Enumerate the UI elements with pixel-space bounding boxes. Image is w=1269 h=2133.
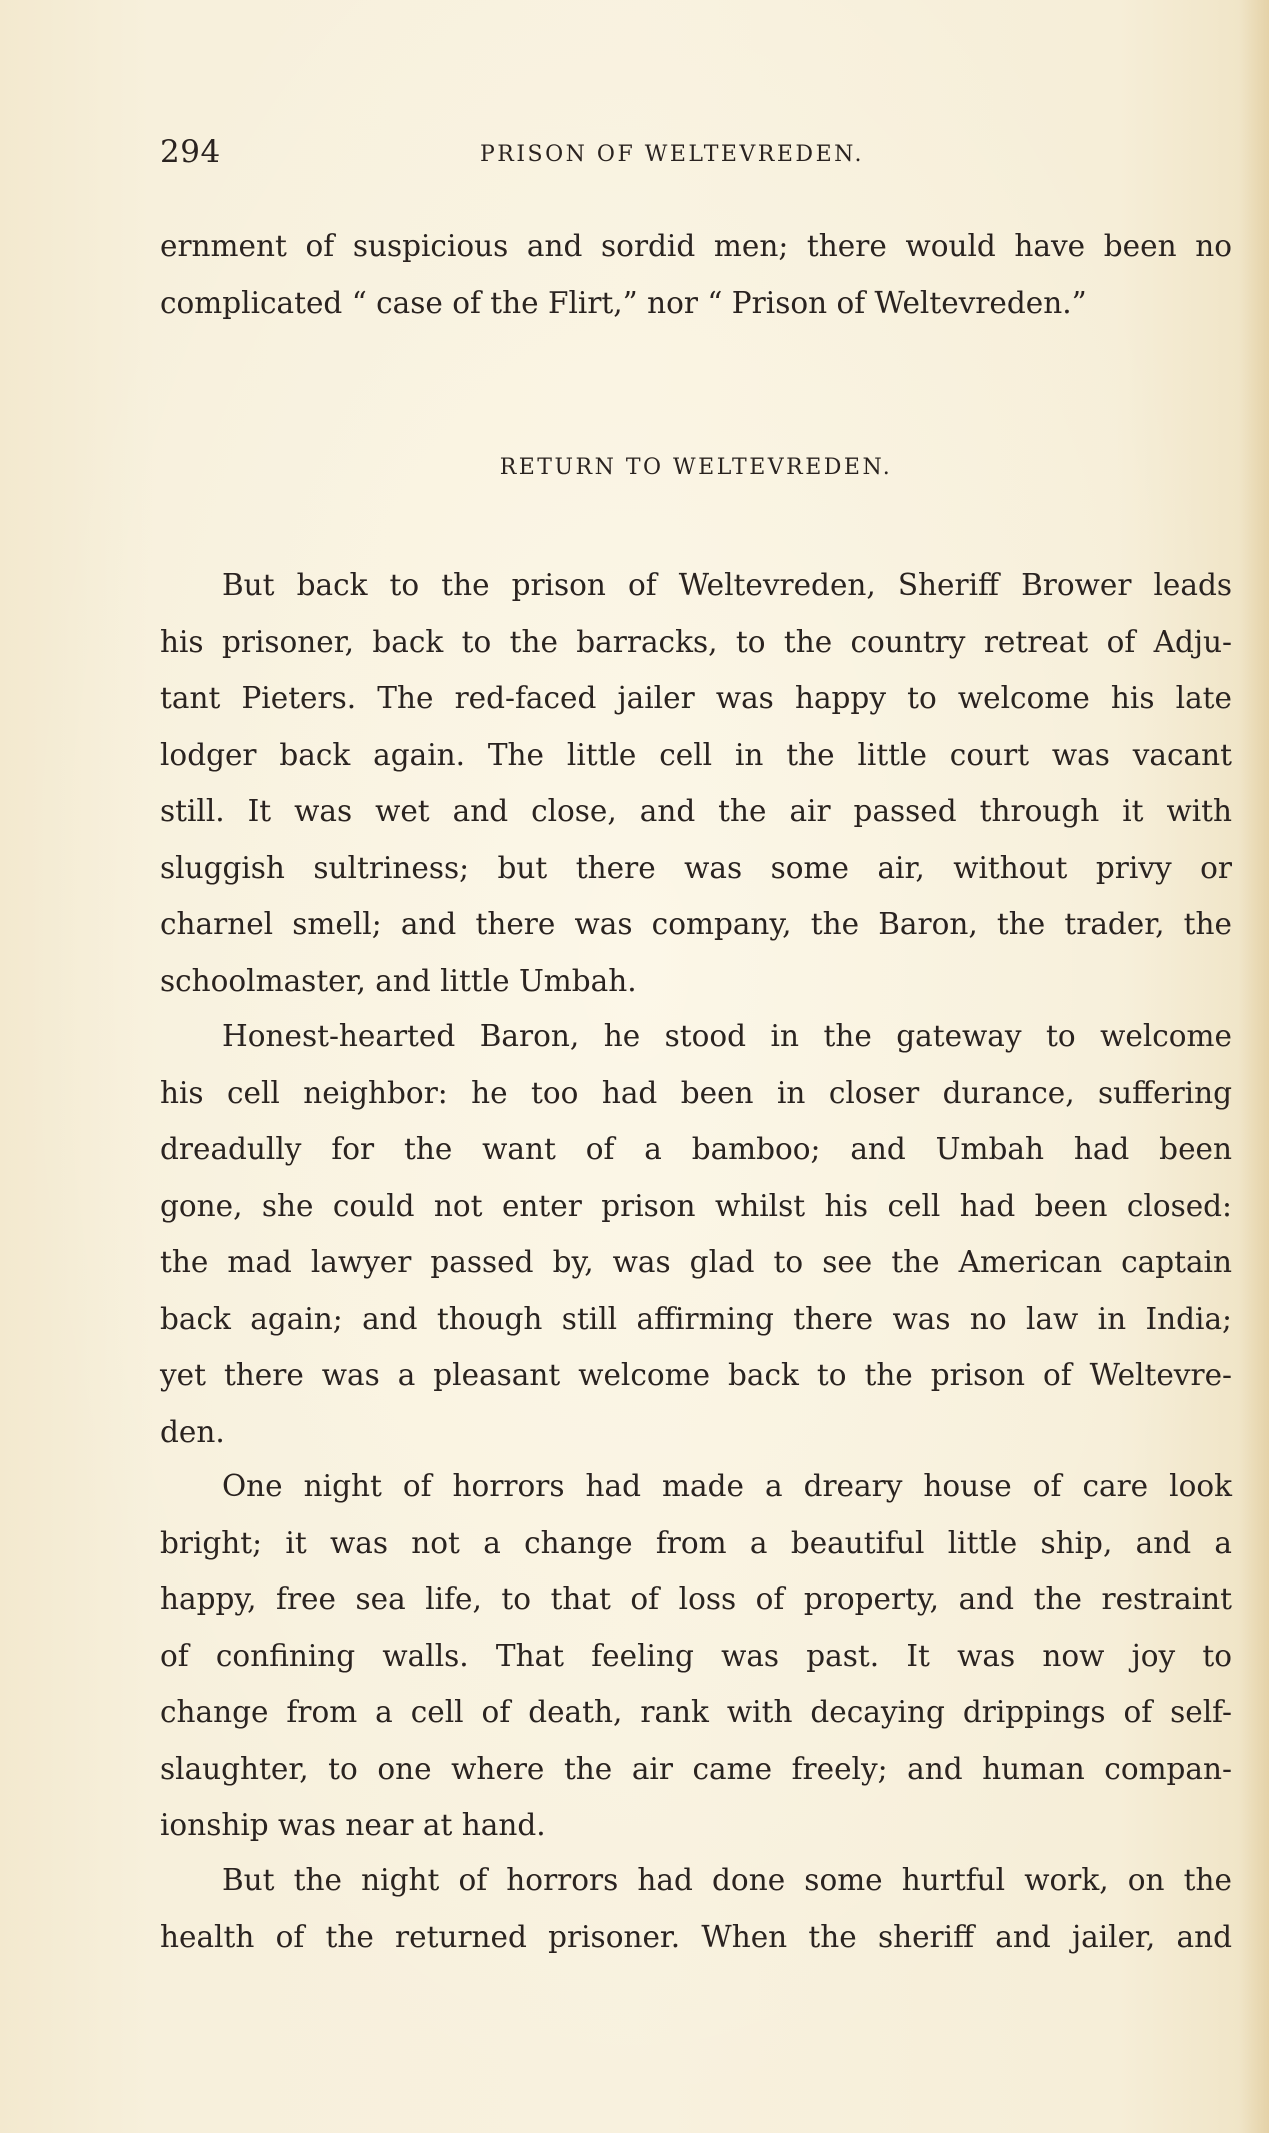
text-line: dreadully for the want of a bamboo; and Umbah had been [160, 1132, 1232, 1166]
text-line: back again; and though still affirming there was no law in India; [160, 1301, 1232, 1336]
text-line: lodger back again. The little cell in the little court was vacant [160, 737, 1232, 772]
text-line: slaughter, to one where the air came freely; and human compan- [160, 1751, 1232, 1786]
text-line: But back to the prison of Weltevreden, Sheriff Brower leads [222, 568, 1232, 602]
text-line: tant Pieters. The red-faced jailer was happy to welcome his late [160, 681, 1232, 715]
paragraph-4 [160, 1852, 1232, 1965]
text-line: gone, she could not enter prison whilst his cell had been closed: [160, 1188, 1232, 1223]
page-number: 294 [160, 134, 221, 170]
text-line: his cell neighbor: he too had been in closer durance, suffering [160, 1075, 1232, 1110]
text-line: ernment of suspicious and sordid men; there would have been no [160, 229, 1232, 263]
running-head: PRISON OF WELTEVREDEN. [480, 142, 864, 167]
section-heading: RETURN TO WELTEVREDEN. [499, 455, 893, 480]
text-line: his prisoner, back to the barracks, to the country retreat of Adju- [160, 624, 1232, 659]
text-line: schoolmaster, and little Umbah. [160, 963, 637, 998]
text-line: the mad lawyer passed by, was glad to see the American captain [160, 1245, 1232, 1279]
text-line: still. It was wet and close, and the air passed through it with [160, 794, 1232, 828]
text-line: charnel smell; and there was company, the Baron, the trader, the [160, 907, 1232, 941]
continuation-paragraph [160, 218, 1232, 331]
text-line: happy, free sea life, to that of loss of property, and the restraint [160, 1582, 1232, 1616]
text-line: One night of horrors had made a dreary house of care look [222, 1469, 1232, 1503]
paragraph-3 [160, 1458, 1232, 1854]
text-line: yet there was a pleasant welcome back to the prison of Weltevre- [160, 1358, 1232, 1392]
text-line: health of the returned prisoner. When the sheriff and jailer, and [160, 1919, 1232, 1954]
text-line: change from a cell of death, rank with decaying drippings of self- [160, 1695, 1232, 1729]
paragraph-1 [160, 557, 1232, 1009]
text-line: complicated “ case of the Flirt,” nor “ Prison of Weltevreden.” [160, 285, 1087, 320]
text-line: sluggish sultriness; but there was some air, without privy or [160, 850, 1232, 885]
text-line: ionship was near at hand. [160, 1808, 546, 1842]
text-line: bright; it was not a change from a beautiful little ship, and a [160, 1525, 1232, 1560]
text-line: Honest-hearted Baron, he stood in the gateway to welcome [222, 1019, 1232, 1053]
text-line: den. [160, 1414, 225, 1449]
paragraph-2 [160, 1008, 1232, 1460]
page-header [160, 130, 1232, 180]
text-line: But the night of horrors had done some hurtful work, on the [222, 1863, 1232, 1897]
text-line: of confining walls. That feeling was past. It was now joy to [160, 1638, 1232, 1673]
